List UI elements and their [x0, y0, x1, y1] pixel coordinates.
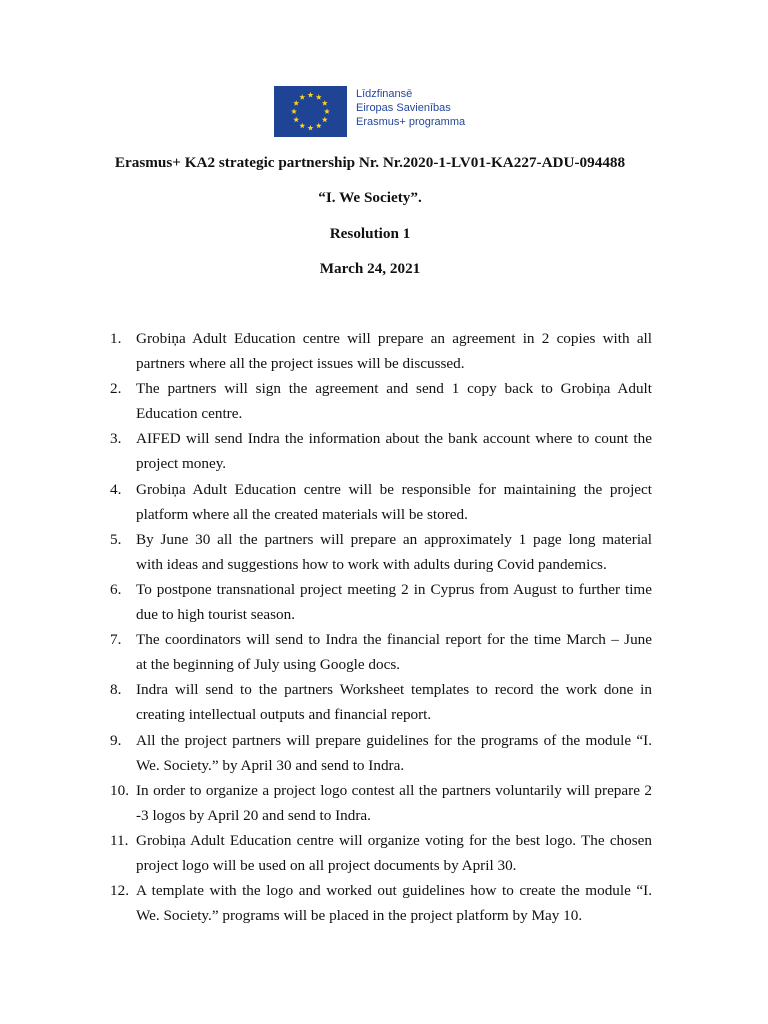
item-text-line: with ideas and suggestions how to work with adults during Covid pandemics.	[136, 555, 607, 573]
resolution-item	[110, 426, 652, 476]
project-title: “I. We Society”.	[318, 189, 422, 207]
item-text-line: at the beginning of July using Google docs.	[136, 656, 401, 674]
item-text-line: We. Society.” by April 30 and send to Indra.	[136, 756, 405, 774]
item-text-line: By June 30 all the partners will prepare an approximately 1 page long material	[136, 530, 652, 548]
erasmus-cofunding-logo	[274, 86, 470, 137]
logo-caption-line: Eiropas Savienības	[356, 102, 451, 114]
item-text-line: partners where all the project issues will be discussed.	[136, 355, 465, 373]
item-text-line: A template with the logo and worked out guidelines how to create the module “I.	[136, 882, 652, 900]
resolution-item	[110, 577, 652, 627]
item-number: 10.	[110, 781, 129, 799]
logo-caption	[356, 87, 468, 129]
item-text-line: Grobiņa Adult Education centre will be responsible for maintaining the project	[136, 480, 652, 498]
item-text-line: The coordinators will send to Indra the financial report for the time March – June	[136, 631, 652, 649]
item-text-line: project logo will be used on all project documents by April 30.	[136, 856, 517, 874]
item-number: 3.	[110, 430, 122, 448]
resolution-list	[110, 326, 652, 928]
eu-flag-icon	[274, 86, 347, 137]
item-number: 2.	[110, 380, 122, 398]
item-number: 8.	[110, 681, 122, 699]
item-text-line: Indra will send to the partners Worksheet templates to record the work done in	[136, 681, 652, 699]
item-number: 6.	[110, 580, 122, 598]
logo-caption-line: Līdzfinansē	[356, 88, 413, 100]
item-text-line: Education centre.	[136, 405, 243, 423]
partnership-title: Erasmus+ KA2 strategic partnership Nr. Nr.2020-1-LV01-KA227-ADU-094488	[114, 154, 626, 171]
item-number: 9.	[110, 731, 122, 749]
item-text-line: To postpone transnational project meeting 2 in Cyprus from August to further time	[136, 580, 652, 598]
item-number: 1.	[110, 330, 122, 347]
resolution-item	[110, 477, 652, 527]
resolution-item	[110, 828, 652, 878]
resolution-item	[110, 627, 652, 677]
item-text-line: Grobiņa Adult Education centre will organize voting for the best logo. The chosen	[136, 831, 652, 849]
resolution-item	[110, 778, 652, 828]
resolution-item	[110, 677, 652, 727]
resolution-item	[110, 326, 652, 376]
item-text-line: The partners will sign the agreement and send 1 copy back to Grobiņa Adult	[136, 380, 652, 398]
item-text-line: AIFED will send Indra the information about the bank account where to count the	[136, 430, 652, 448]
item-number: 5.	[110, 530, 122, 548]
item-number: 7.	[110, 631, 122, 649]
document-header	[110, 145, 630, 286]
resolution-date: March 24, 2021	[319, 259, 421, 277]
item-text-line: due to high tourist season.	[136, 606, 296, 624]
resolution-title: Resolution 1	[329, 224, 411, 242]
item-text-line: All the project partners will prepare guidelines for the programs of the module “I.	[136, 731, 652, 749]
resolution-item	[110, 376, 652, 426]
item-text-line: project money.	[136, 455, 227, 473]
item-text-line: We. Society.” programs will be placed in the project platform by May 10.	[136, 907, 583, 925]
item-text-line: creating intellectual outputs and financial report.	[136, 706, 432, 724]
resolution-item	[110, 527, 652, 577]
item-text-line: Grobiņa Adult Education centre will prepare an agreement in 2 copies with all	[136, 330, 652, 347]
resolution-item	[110, 878, 652, 928]
resolution-item	[110, 728, 652, 778]
item-number: 4.	[110, 480, 122, 498]
logo-caption-line: Erasmus+ programma	[356, 116, 466, 128]
item-text-line: -3 logos by April 20 and send to Indra.	[136, 806, 371, 824]
item-text-line: In order to organize a project logo contest all the partners voluntarily will prepare 2	[136, 781, 652, 799]
item-number: 12.	[110, 882, 129, 900]
item-text-line: platform where all the created materials will be stored.	[136, 505, 468, 523]
item-number: 11.	[110, 831, 129, 849]
